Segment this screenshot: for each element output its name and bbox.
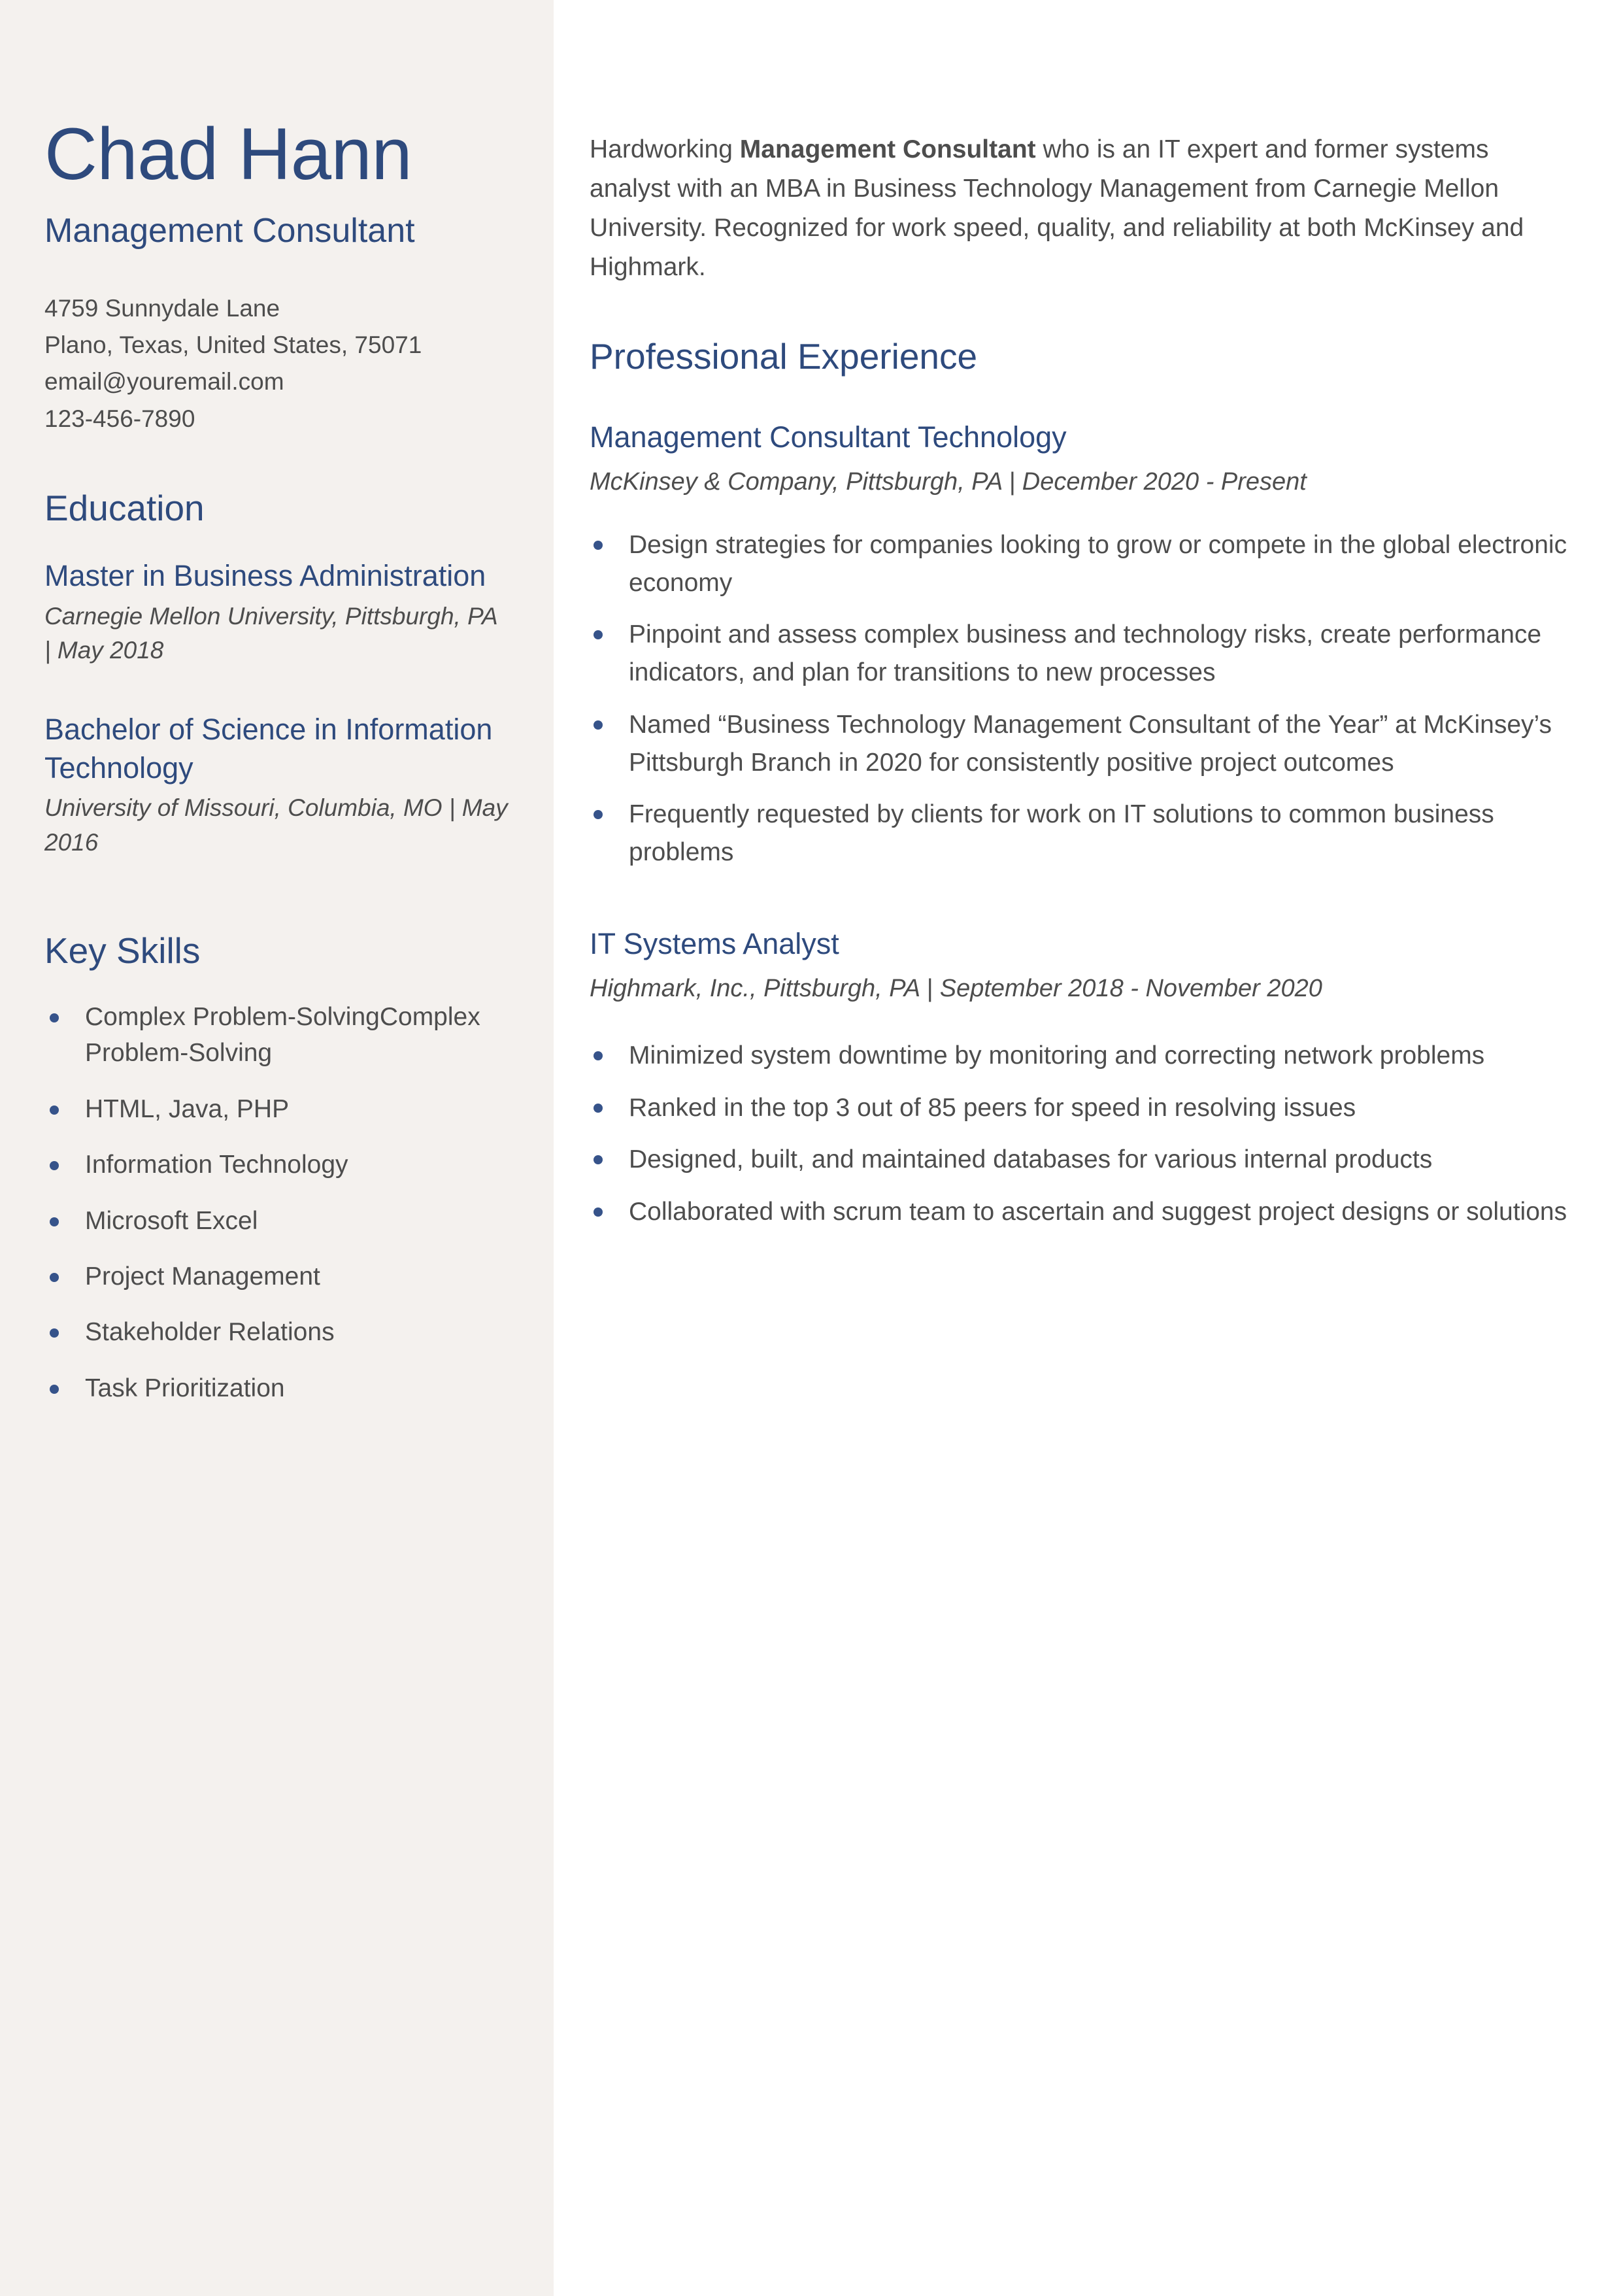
skill-label: Task Prioritization [85,1374,285,1402]
experience-heading: Professional Experience [590,336,978,377]
education-meta: University of Missouri, Columbia, MO | May 2016 [44,794,508,856]
list-item [44,1314,509,1350]
contact-block [44,290,509,437]
list-item [590,796,1570,871]
summary-highlight: Management Consultant [739,135,1036,163]
list-item [44,1258,509,1294]
list-item [590,1089,1570,1127]
list-item [44,1203,509,1239]
bullet-icon [50,1385,59,1394]
bullet-icon [50,1161,59,1170]
skill-label: Project Management [85,1262,320,1291]
candidate-name: Chad Hann [44,113,412,195]
list-item [44,1147,509,1183]
bullet-icon [594,630,603,639]
duty-text: Pinpoint and assess complex business and technology risks, create performance indicators, and plan for transitions to new processes [629,620,1542,687]
skill-label: Stakeholder Relations [85,1318,335,1347]
duty-text: Collaborated with scrum team to ascertain and suggest project designs or solutions [629,1198,1567,1226]
list-item [44,1370,509,1406]
duty-text: Frequently requested by clients for work on IT solutions to common business problems [629,800,1494,867]
bullet-icon [594,1207,603,1217]
bullet-icon [50,1328,59,1338]
duty-text: Designed, built, and maintained databases for various internal products [629,1145,1433,1174]
skill-label: Microsoft Excel [85,1206,258,1235]
candidate-job-title: Management Consultant [44,212,415,250]
contact-phone[interactable]: 123-456-7890 [44,405,195,432]
education-meta: Carnegie Mellon University, Pittsburgh, PA | May 2018 [44,602,497,664]
list-item [590,1141,1570,1179]
job-entry [590,420,1570,871]
education-section [44,488,509,860]
list-item [590,526,1570,601]
professional-summary [590,130,1570,287]
job-duties-list [590,1037,1570,1231]
education-entry [44,556,509,667]
bullet-icon [594,1051,603,1060]
list-item [590,706,1570,781]
list-item [590,616,1570,691]
contact-city-line: Plano, Texas, United States, 75071 [44,331,422,359]
list-item [590,1193,1570,1231]
sidebar [0,0,554,2296]
bullet-icon [594,541,603,550]
duty-text: Design strategies for companies looking to grow or compete in the global electronic economy [629,530,1567,597]
bullet-icon [594,810,603,819]
duty-text: Ranked in the top 3 out of 85 peers for speed in resolving issues [629,1093,1356,1122]
job-role: IT Systems Analyst [590,926,839,960]
summary-after: who is an IT expert and former systems analyst with an MBA in Business Technology Management from Carnegie Mellon University. Recognized for work speed, quality, and reliability at both McKinsey and Highmark. [590,135,1524,282]
skill-label: HTML, Java, PHP [85,1094,290,1123]
bullet-icon [50,1013,59,1022]
bullet-icon [594,1104,603,1113]
bullet-icon [594,720,603,730]
education-heading: Education [44,487,205,528]
main-column [590,0,1570,1245]
job-entry [590,926,1570,1231]
skills-section [44,931,509,1407]
bullet-icon [50,1106,59,1115]
bullet-icon [50,1273,59,1282]
education-entry [44,710,509,860]
bullet-icon [50,1217,59,1226]
skills-list [44,999,509,1406]
skill-label: Information Technology [85,1151,348,1179]
list-item [590,1037,1570,1075]
job-duties-list [590,526,1570,871]
job-meta: McKinsey & Company, Pittsburgh, PA | December 2020 - Present [590,467,1307,496]
list-item [44,1091,509,1127]
skills-heading: Key Skills [44,930,201,971]
bullet-icon [594,1155,603,1164]
contact-address-line: 4759 Sunnydale Lane [44,294,280,322]
job-meta: Highmark, Inc., Pittsburgh, PA | September 2018 - November 2020 [590,974,1322,1002]
duty-text: Minimized system downtime by monitoring and correcting network problems [629,1041,1485,1070]
experience-section [590,337,1570,1231]
duty-text: Named “Business Technology Management Consultant of the Year” at McKinsey’s Pittsburgh Branch in 2020 for consistently positive project outcomes [629,710,1552,777]
contact-email[interactable]: email@youremail.com [44,368,284,396]
summary-before: Hardworking [590,135,740,163]
skill-label: Complex Problem-SolvingComplex Problem-Solving [85,1003,480,1068]
education-degree: Bachelor of Science in Information Technology [44,712,493,785]
list-item [44,999,509,1072]
job-role: Management Consultant Technology [590,420,1067,454]
education-degree: Master in Business Administration [44,559,486,593]
